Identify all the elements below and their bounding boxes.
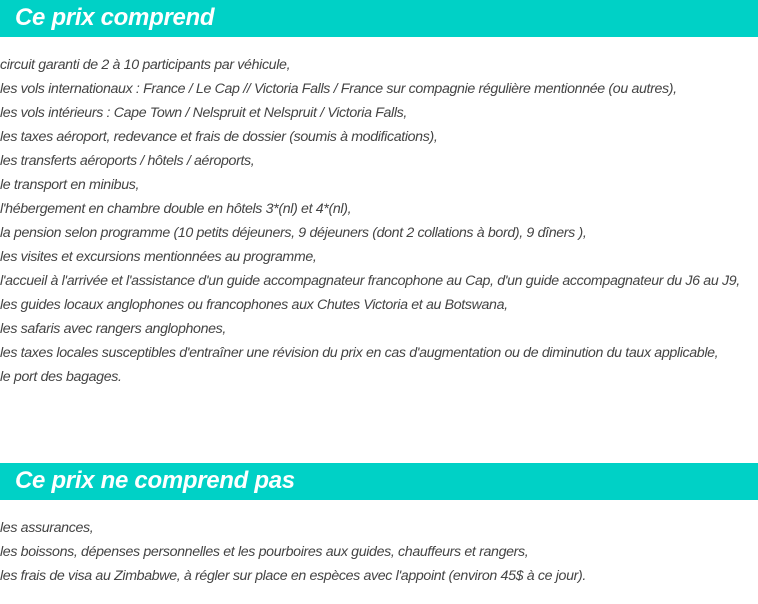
- included-list: [0, 53, 758, 389]
- list-item: les boissons, dépenses personnelles et les pourboires aux guides, chauffeurs et rangers,: [0, 544, 529, 560]
- list-item: les transferts aéroports / hôtels / aéroports,: [0, 153, 255, 169]
- list-item: les guides locaux anglophones ou francophones aux Chutes Victoria et au Botswana,: [0, 297, 508, 313]
- list-item: les taxes aéroport, redevance et frais de dossier (soumis à modifications),: [0, 129, 438, 145]
- list-item: les assurances,: [0, 520, 94, 536]
- list-item: le transport en minibus,: [0, 177, 140, 193]
- list-item: circuit garanti de 2 à 10 participants par véhicule,: [0, 57, 291, 73]
- list-item: la pension selon programme (10 petits déjeuners, 9 déjeuners (dont 2 collations à bord), 9 dîners ),: [0, 225, 587, 241]
- list-item: les vols intérieurs : Cape Town / Nelspruit et Nelspruit / Victoria Falls,: [0, 105, 407, 121]
- included-section-title: Ce prix comprend: [15, 4, 215, 31]
- list-item: les visites et excursions mentionnées au programme,: [0, 249, 317, 265]
- list-item: les frais de visa au Zimbabwe, à régler sur place en espèces avec l'appoint (environ 45$ à ce jour).: [0, 568, 586, 584]
- excluded-section-title: Ce prix ne comprend pas: [15, 467, 295, 494]
- list-item: l'hébergement en chambre double en hôtels 3*(nl) et 4*(nl),: [0, 201, 352, 217]
- list-item: les taxes locales susceptibles d'entraîner une révision du prix en cas d'augmentation ou de diminution du taux applicable,: [0, 345, 719, 361]
- list-item: l'accueil à l'arrivée et l'assistance d'un guide accompagnateur francophone au Cap, d'un guide accompagnateur du J6 au J9,: [0, 273, 740, 289]
- list-item: le port des bagages.: [0, 369, 122, 385]
- excluded-section-header: [0, 463, 758, 500]
- list-item: les vols internationaux : France / Le Cap // Victoria Falls / France sur compagnie régulière mentionnée (ou autres),: [0, 81, 677, 97]
- list-item: les safaris avec rangers anglophones,: [0, 321, 227, 337]
- included-section-header: [0, 0, 758, 37]
- excluded-list: [0, 516, 758, 588]
